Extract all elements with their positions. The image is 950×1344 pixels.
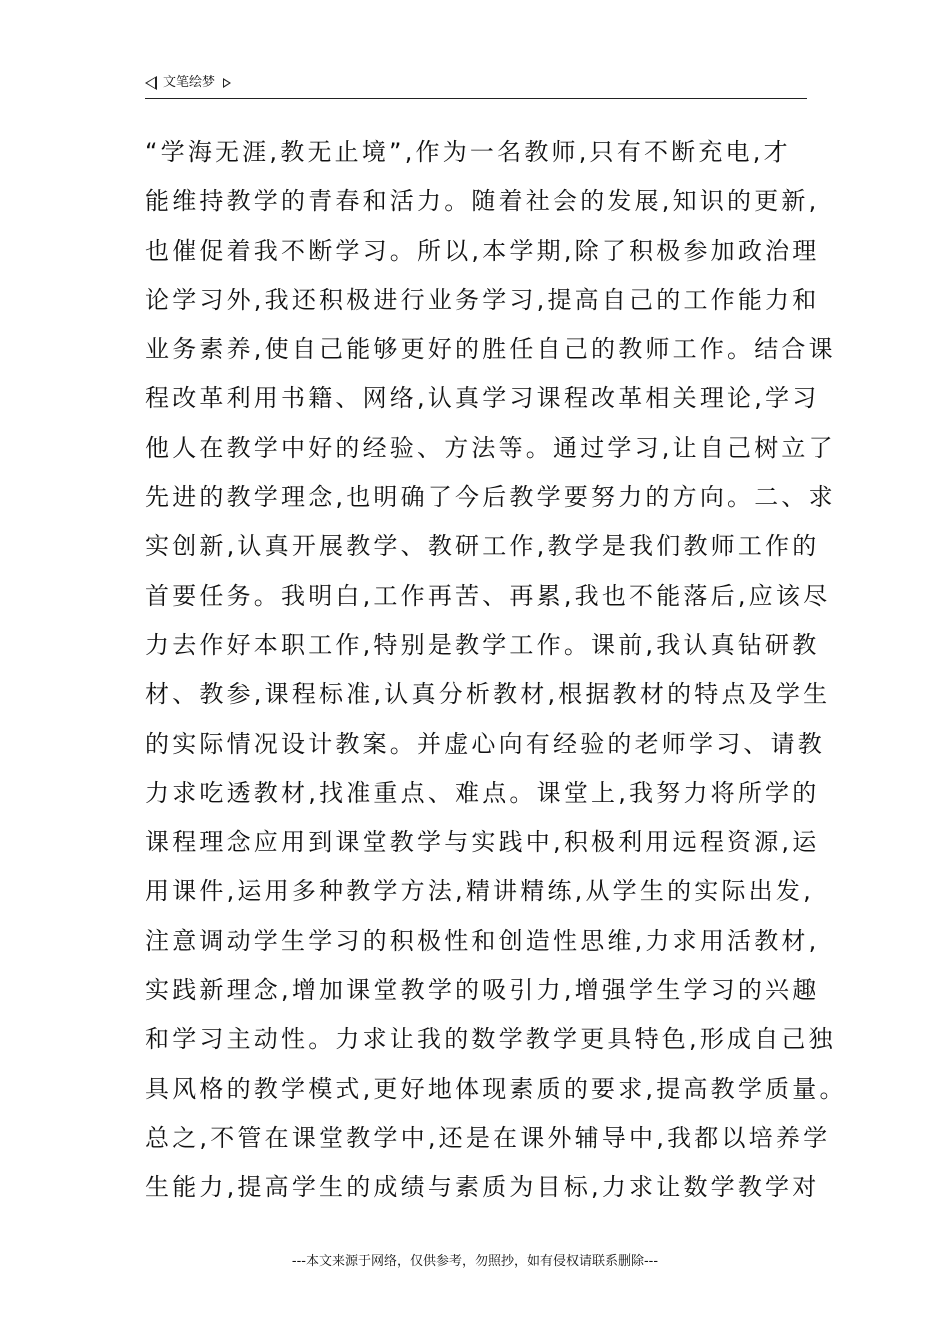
text-line: 也催促着我不断学习。所以,本学期,除了积极参加政治理 [145, 236, 820, 265]
text-line: 注意调动学生学习的积极性和创造性思维,力求用活教材, [145, 926, 820, 955]
text-line: 论学习外,我还积极进行业务学习,提高自己的工作能力和 [145, 285, 820, 314]
text-line: 用课件,运用多种教学方法,精讲精练,从学生的实际出发, [145, 877, 814, 906]
page-footer-notice: ---本文来源于网络，仅供参考，勿照抄，如有侵权请联系删除--- [291, 1254, 659, 1269]
text-line: 材、教参,课程标准,认真分析教材,根据教材的特点及学生 [145, 680, 831, 709]
text-line: 他人在教学中好的经验、方法等。通过学习,让自己树立了 [145, 433, 836, 462]
text-line: 的实际情况设计教案。并虚心向有经验的老师学习、请教 [145, 729, 825, 758]
page-header [145, 72, 807, 99]
text-line: 力去作好本职工作,特别是教学工作。课前,我认真钻研教 [145, 630, 820, 659]
text-line: 课程理念应用到课堂教学与实践中,积极利用远程资源,运 [145, 828, 820, 857]
text-line: 实创新,认真开展教学、教研工作,教学是我们教师工作的 [145, 532, 820, 561]
triangle-left-icon [145, 76, 157, 90]
document-body [145, 128, 847, 1213]
text-line: 具风格的教学模式,更好地体现素质的要求,提高教学质量。 [145, 1074, 847, 1103]
header-brand: 文笔绘梦 [163, 75, 216, 90]
text-line: 总之,不管在课堂教学中,还是在课外辅导中,我都以培养学 [145, 1123, 831, 1152]
text-line: 业务素养,使自己能够更好的胜任自己的教师工作。结合课 [145, 335, 836, 364]
text-line: 和学习主动性。力求让我的数学教学更具特色,形成自己独 [145, 1025, 836, 1054]
text-line: 生能力,提高学生的成绩与素质为目标,力求让数学教学对 [145, 1173, 820, 1202]
header-brand-group [145, 74, 231, 92]
text-line: 能维持教学的青春和活力。随着社会的发展,知识的更新, [145, 187, 820, 216]
text-line: 先进的教学理念,也明确了今后教学要努力的方向。二、求 [145, 483, 836, 512]
triangle-right-icon [223, 78, 231, 88]
text-line: 程改革利用书籍、网络,认真学习课程改革相关理论,学习 [145, 384, 820, 413]
text-line: 力求吃透教材,找准重点、难点。课堂上,我努力将所学的 [145, 778, 820, 807]
text-line: 首要任务。我明白,工作再苦、再累,我也不能落后,应该尽 [145, 581, 831, 610]
text-line: 实践新理念,增加课堂教学的吸引力,增强学生学习的兴趣 [145, 976, 820, 1005]
text-line: “学海无涯,教无止境”,作为一名教师,只有不断充电,才 [145, 138, 791, 166]
